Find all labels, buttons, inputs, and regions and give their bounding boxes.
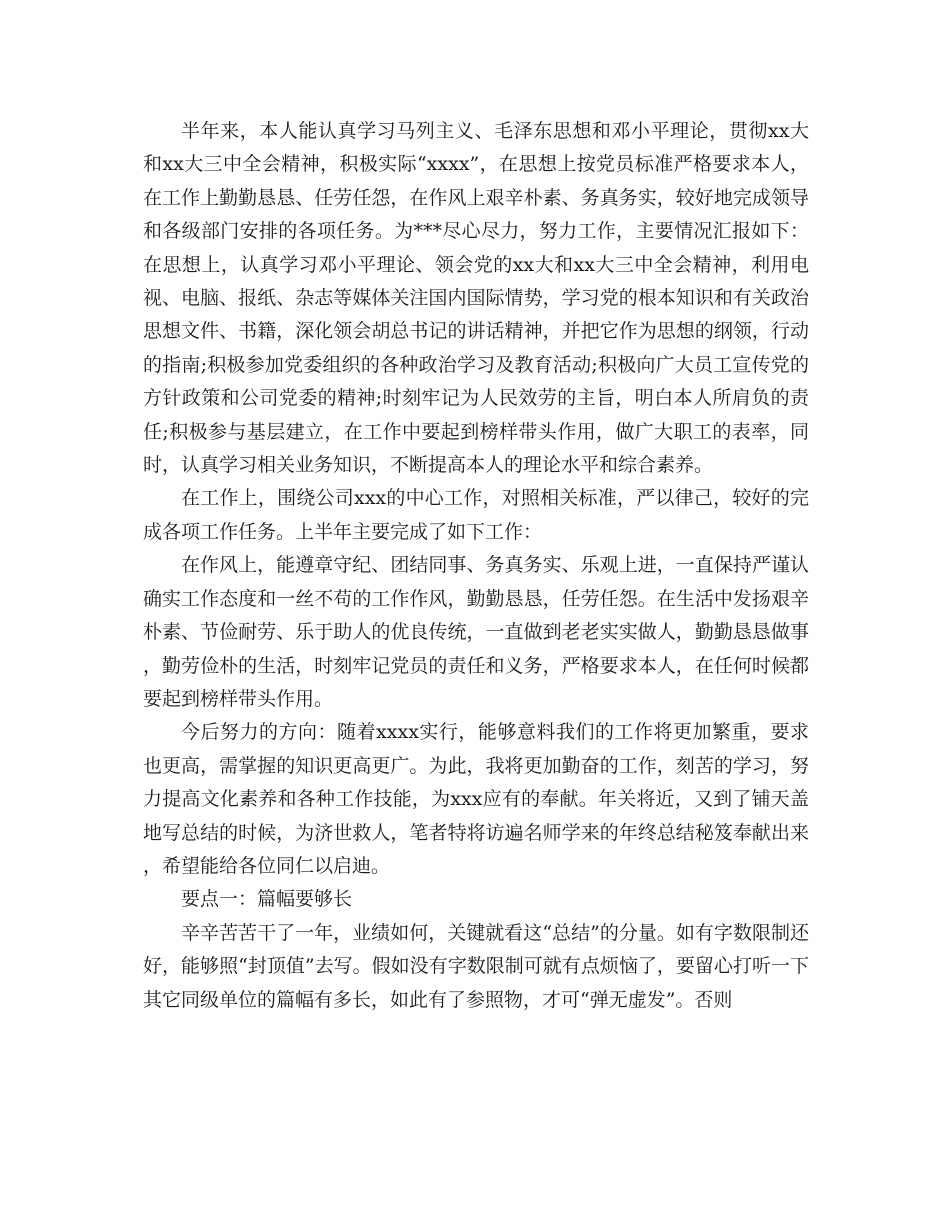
paragraph-style: 在作风上，能遵章守纪、团结同事、务真务实、乐观上进，一直保持严谨认确实工作态度和一丝不苟的工作作风，勤勤恳恳，任劳任怨。在生活中发扬艰辛朴素、节俭耐劳、乐于助人的优良传统，一直做到老老实实做人，勤勤恳恳做事，勤劳俭朴的生活，时刻牢记党员的责任和义务，严格要求本人，在任何时候都要起到榜样带头作用。 <box>143 554 809 710</box>
paragraph-summary-intro: 半年来，本人能认真学习马列主义、毛泽东思想和邓小平理论，贯彻xx大和xx大三中全会精神，积极实际“xxxx”，在思想上按党员标准严格要求本人，在工作上勤勤恳恳、任劳任怨，在作风上艰辛朴素、务真务实，较好地完成领导和各级部门安排的各项任务。为***尽心尽力，努力工作，主要情况汇报如下：在思想上，认真学习邓小平理论、领会党的xx大和xx大三中全会精神，利用电视、电脑、报纸、杂志等媒体关注国内国际情势，学习党的根本知识和有关政治思想文件、书籍，深化领会胡总书记的讲话精神，并把它作为思想的纲领，行动的指南;积极参加党委组织的各种政治学习及教育活动;积极向广大员工宣传党的方针政策和公司党委的精神;时刻牢记为人民效劳的主旨，明白本人所肩负的责任;积极参与基层建立，在工作中要起到榜样带头作用，做广大职工的表率，同时，认真学习相关业务知识，不断提高本人的理论水平和综合素养。 <box>143 120 809 477</box>
section-heading: 要点一：篇幅要够长 <box>181 888 353 911</box>
document-body <box>143 115 809 1017</box>
paragraph-length-tip: 辛辛苦苦干了一年，业绩如何，关键就看这“总结”的分量。如有字数限制还好，能够照“封顶值”去写。假如没有字数限制可就有点烦恼了，要留心打听一下其它同级单位的篇幅有多长，如此有了参照物，才可“弹无虚发”。否则 <box>143 921 809 1011</box>
paragraph-future-direction: 今后努力的方向：随着xxxx实行，能够意料我们的工作将更加繁重，要求也更高，需掌握的知识更高更广。为此，我将更加勤奋的工作，刻苦的学习，努力提高文化素养和各种工作技能，为xxx应有的奉献。年关将近，又到了铺天盖地写总结的时候，为济世救人，笔者特将访遍名师学来的年终总结秘笈奉献出来，希望能给各位同仁以启迪。 <box>143 721 809 877</box>
paragraph-work: 在工作上，围绕公司xxx的中心工作，对照相关标准，严以律己，较好的完成各项工作任务。上半年主要完成了如下工作： <box>143 487 809 543</box>
